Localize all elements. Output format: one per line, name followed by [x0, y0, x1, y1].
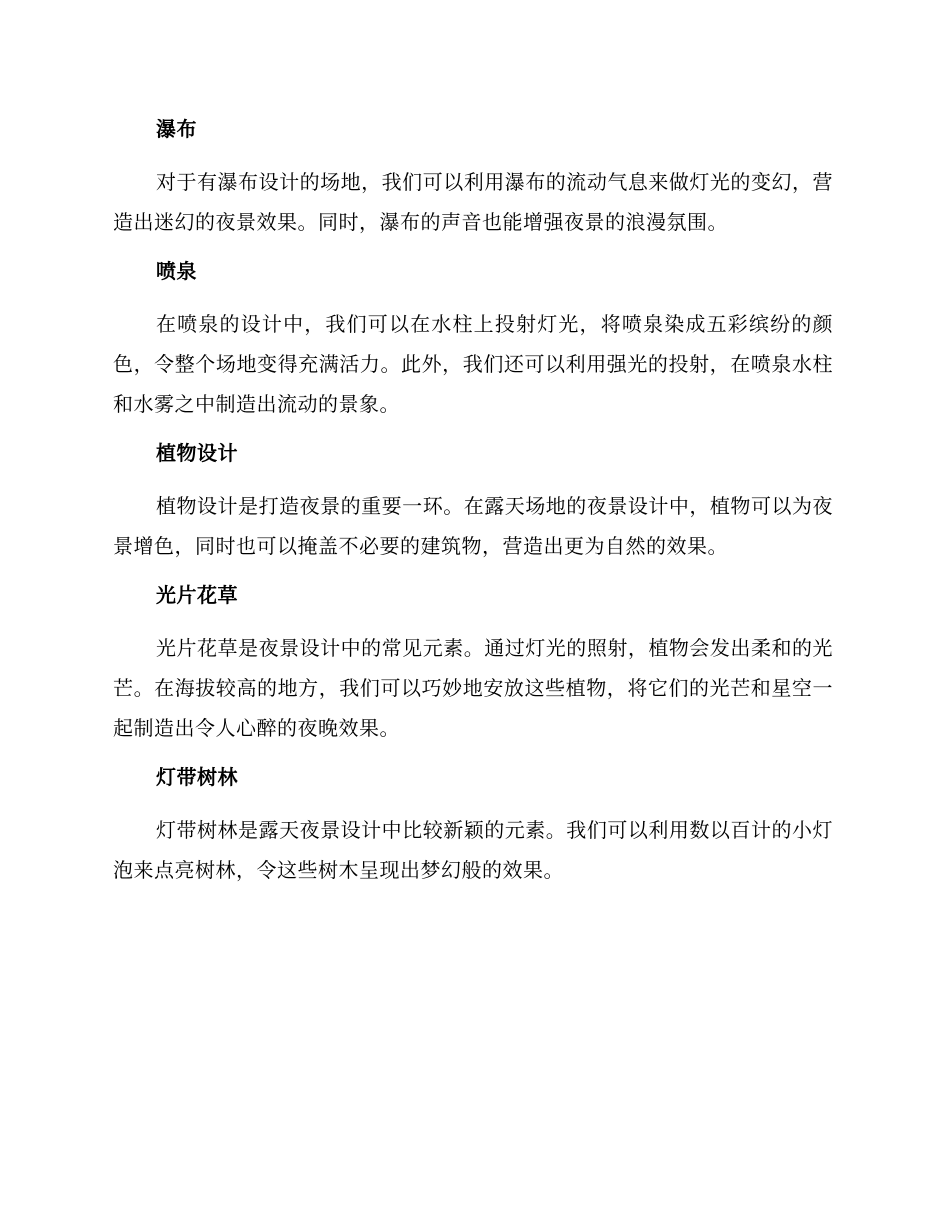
section-fountain	[113, 254, 833, 436]
section-paragraph: 在喷泉的设计中，我们可以在水柱上投射灯光，将喷泉染成五彩缤纷的颜色，令整个场地变得充满活力。此外，我们还可以利用强光的投射，在喷泉水柱和水雾之中制造出流动的景象。	[113, 312, 833, 416]
section-paragraph: 植物设计是打造夜景的重要一环。在露天场地的夜景设计中，植物可以为夜景增色，同时也可以掩盖不必要的建筑物，营造出更为自然的效果。	[113, 494, 833, 558]
section-heading: 植物设计	[156, 441, 238, 465]
section-heading: 喷泉	[156, 259, 197, 283]
document-body	[113, 112, 833, 890]
section-waterfall	[113, 112, 833, 254]
section-glowing-plants	[113, 578, 833, 760]
section-light-strip-forest	[113, 760, 833, 890]
section-heading: 灯带树林	[156, 765, 238, 789]
section-paragraph: 对于有瀑布设计的场地，我们可以利用瀑布的流动气息来做灯光的变幻，营造出迷幻的夜景效果。同时，瀑布的声音也能增强夜景的浪漫氛围。	[113, 170, 833, 234]
section-paragraph: 光片花草是夜景设计中的常见元素。通过灯光的照射，植物会发出柔和的光芒。在海拔较高的地方，我们可以巧妙地安放这些植物，将它们的光芒和星空一起制造出令人心醉的夜晚效果。	[113, 636, 833, 740]
section-heading: 光片花草	[156, 583, 238, 607]
section-heading: 瀑布	[156, 117, 197, 141]
section-plant-design	[113, 436, 833, 578]
section-paragraph: 灯带树林是露天夜景设计中比较新颖的元素。我们可以利用数以百计的小灯泡来点亮树林，令这些树木呈现出梦幻般的效果。	[113, 818, 833, 882]
